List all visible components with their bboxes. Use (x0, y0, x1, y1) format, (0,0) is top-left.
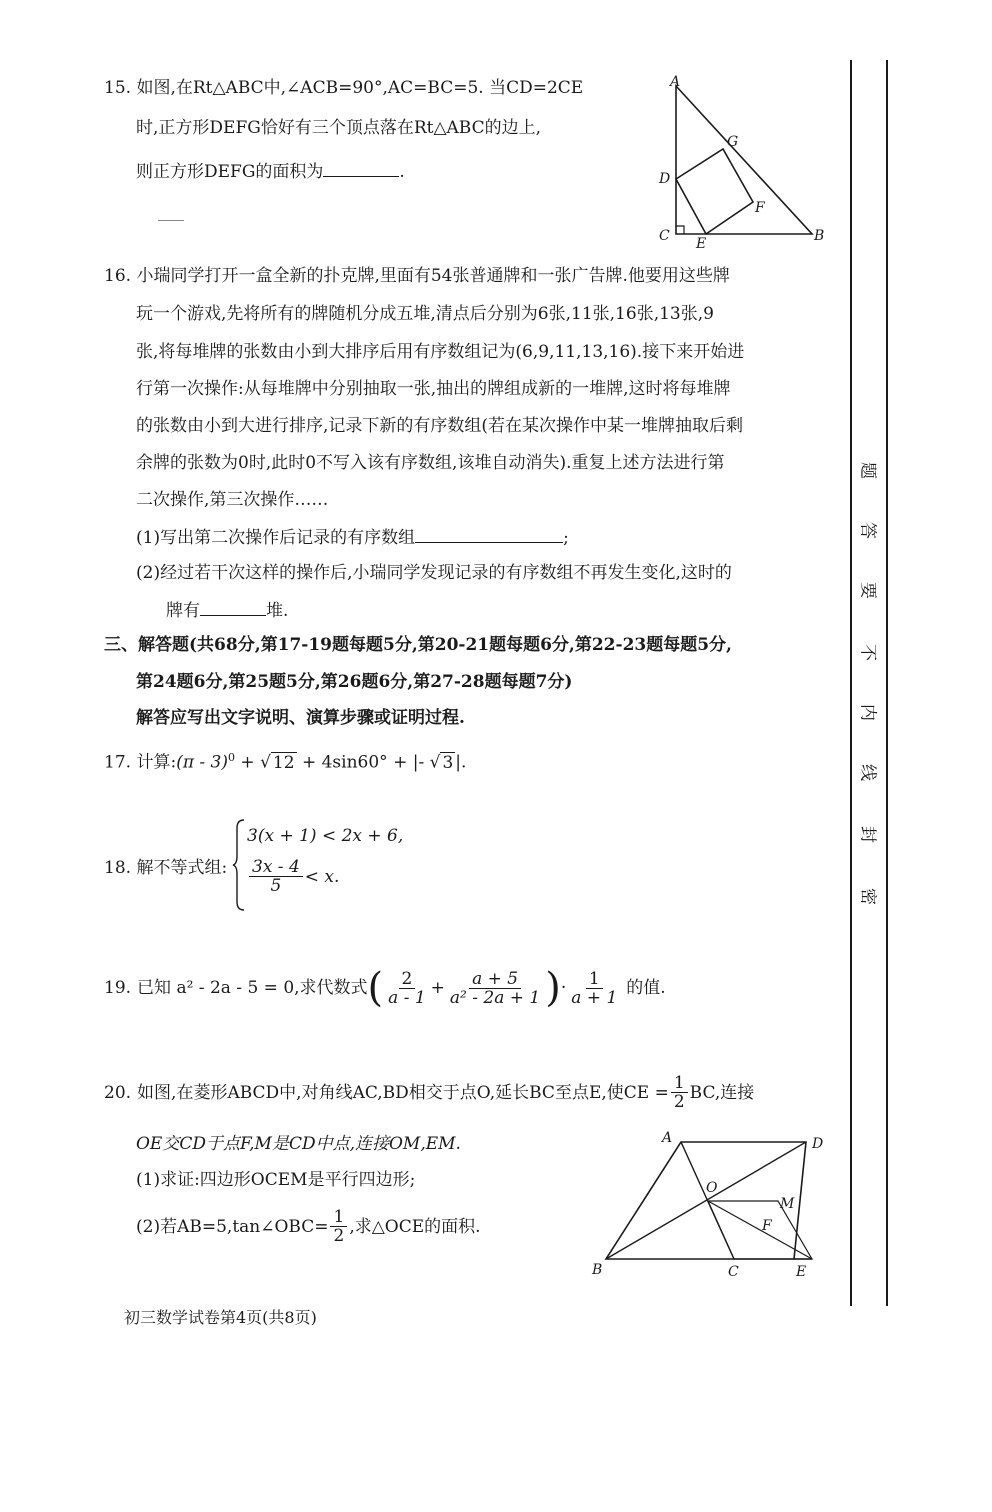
q17-term-pi: (π - 3) (176, 752, 228, 773)
q17 (104, 746, 466, 775)
q20-part1: (1)求证:四边形OCEM是平行四边形; (136, 1170, 416, 1190)
section3-instruction: 解答应写出文字说明、演算步骤或证明过程. (136, 708, 465, 728)
page-footer: 初三数学试卷第4页(共8页) (124, 1308, 317, 1327)
margin-line-outer (886, 60, 888, 1306)
section3-scoring: 第24题6分,第25题5分,第26题6分,第27-28题每题7分) (136, 672, 573, 692)
seal-char-8: 密 (857, 888, 878, 905)
q19-fraction-3: $\frac{1}{a + 1}$ (571, 968, 618, 1008)
q16-part2b (166, 597, 288, 623)
label-c: C (728, 1264, 739, 1280)
q16-text-5: 的张数由小到大进行排序,记录下新的有序数组(若在某次操作中某一堆牌抽取后剩 (136, 416, 744, 436)
q19-fraction-1: $\frac{2}{a - 1}$ (388, 968, 426, 1008)
q16-part2b-end: 堆. (266, 601, 289, 621)
label-e: E (796, 1264, 807, 1280)
label-b: B (814, 228, 825, 244)
q16-part1-text: (1)写出第二次操作后记录的有序数组 (136, 528, 416, 548)
q20-line1 (104, 1074, 754, 1111)
square-defg (676, 149, 753, 234)
seal-char-5: 内 (857, 704, 878, 721)
q15-figure (650, 74, 830, 254)
seal-char-1: 题 (857, 462, 878, 479)
q20-text-1a: 如图,在菱形ABCD中,对角线AC,BD相交于点O,延长BC至点E,使CE = (137, 1082, 669, 1103)
q15-period: . (399, 162, 405, 182)
q18-tail: < x. (304, 866, 340, 887)
label-b: B (592, 1262, 603, 1278)
q15-number: 15. (104, 78, 132, 98)
seal-char-6: 线 (857, 764, 878, 781)
q17-rest: + 4sin60° + (301, 752, 408, 773)
label-m: M (780, 1196, 795, 1212)
q16-text-7: 二次操作,第三次操作…… (136, 490, 329, 510)
q16-number: 16. (104, 266, 132, 286)
q17-plus: + (240, 752, 255, 773)
q18-brace (232, 818, 246, 912)
q18-number: 18. (104, 858, 132, 878)
q16-part2b-start: 牌有 (166, 601, 200, 621)
q16-text-1: 小瑞同学打开一盒全新的扑克牌,里面有54张普通牌和一张广告牌.他要用这些牌 (136, 266, 730, 286)
q16-text-2: 玩一个游戏,先将所有的牌随机分成五堆,清点后分别为6张,11张,16张,13张,9 (136, 304, 714, 324)
label-c: C (659, 228, 670, 244)
q17-sqrt3: √ 3 (429, 752, 454, 773)
seal-char-2: 答 (857, 522, 878, 539)
q20-half: $\frac{1}{2}$ (671, 1074, 688, 1111)
q20-text-1b: BC,连接 (689, 1082, 755, 1103)
q17-abs-open: |- (412, 752, 430, 773)
q16-line1 (104, 264, 730, 288)
q19-dot: · (560, 978, 567, 998)
q20-part2-text-b: ,求△OCE的面积. (349, 1216, 481, 1237)
q18-inequality-1: 3(x + 1) < 2x + 6, (247, 826, 404, 846)
q18-label (104, 856, 227, 880)
q20-figure (586, 1126, 836, 1286)
q17-abs-close: |. (455, 752, 467, 773)
q15-line2: 时,正方形DEFG恰好有三个顶点落在Rt△ABC的边上, (136, 118, 542, 138)
q19-suffix: 的值. (626, 978, 666, 998)
q16-part1 (136, 524, 569, 550)
label-f: F (755, 200, 765, 216)
q16-part2-text: (2)经过若干次这样的操作后,小瑞同学发现记录的有序数组不再发生变化,这时的 (136, 563, 732, 583)
q19-fraction-2: $\frac{a + 5}{\text{a² - 2a + 1}}$ (449, 968, 541, 1008)
label-a: A (662, 1130, 673, 1146)
q19-plus: + (430, 978, 445, 998)
label-e: E (696, 236, 707, 252)
q20-text-2: OE交CD于点F,M是CD中点,连接OM,EM. (136, 1134, 461, 1154)
section3-heading: 三、解答题(共68分,第17-19题每题5分,第20-21题每题6分,第22-23题每题5分, (104, 635, 732, 655)
label-a: A (670, 74, 681, 90)
q19: 19. 已知 a² - 2a - 5 = 0,求代数式 ( $\frac{2}{a - 1}$ + $\frac{a + 5}{\text{a² - 2a + 1}}$ ) · $\frac{1}{a + 1}$ 的值. (104, 965, 666, 1011)
stray-mark (158, 220, 184, 221)
q17-exponent: 0 (228, 751, 235, 764)
q15-line3 (136, 158, 405, 184)
margin-line-inner (850, 60, 852, 1306)
q20-number: 20. (104, 1082, 132, 1103)
q16-part2-blank[interactable] (200, 597, 266, 616)
q17-sqrt12: √ 12 (260, 752, 295, 773)
q19-prefix: 已知 a² - 2a - 5 = 0,求代数式 (137, 978, 368, 998)
label-d: D (812, 1136, 824, 1152)
q18-fraction: $\frac{3x - 4}{5}$ (249, 858, 303, 895)
q18-inequality-2 (247, 858, 339, 895)
label-g: G (727, 134, 739, 150)
q20-part2-text-a: (2)若AB=5,tan∠OBC= (136, 1216, 329, 1237)
q18-prefix: 解不等式组: (136, 858, 228, 878)
q16-part1-end: ; (563, 528, 569, 548)
q17-number: 17. (104, 752, 132, 773)
q15-answer-blank[interactable] (323, 158, 399, 177)
q15-text-3: 则正方形DEFG的面积为 (136, 162, 324, 182)
q19-number: 19. (104, 978, 132, 998)
seal-char-3: 要 (857, 582, 878, 599)
seal-char-4: 不 (857, 644, 878, 661)
triangle-abc (676, 86, 812, 234)
q17-prefix: 计算: (136, 752, 177, 773)
q16-text-6: 余牌的张数为0时,此时0不写入该有序数组,该堆自动消失).重复上述方法进行第 (136, 453, 725, 473)
right-angle-mark (676, 226, 684, 234)
label-f: F (762, 1218, 772, 1234)
q15-line1 (104, 76, 583, 100)
label-d: D (659, 171, 671, 187)
q16-text-3: 张,将每堆牌的张数由小到大排序后用有序数组记为(6,9,11,13,16).接下来开始进 (136, 342, 745, 362)
q16-part1-blank[interactable] (415, 524, 563, 543)
q15-text-1: 如图,在Rt△ABC中,∠ACB=90°,AC=BC=5. 当CD=2CE (136, 78, 584, 98)
q20-tan-fraction: $\frac{1}{2}$ (330, 1208, 347, 1245)
q16-text-4: 行第一次操作:从每堆牌中分别抽取一张,抽出的牌组成新的一堆牌,这时将每堆牌 (136, 379, 731, 399)
q20-part2 (136, 1208, 481, 1245)
label-o: O (706, 1180, 718, 1196)
seal-char-7: 封 (857, 826, 878, 843)
